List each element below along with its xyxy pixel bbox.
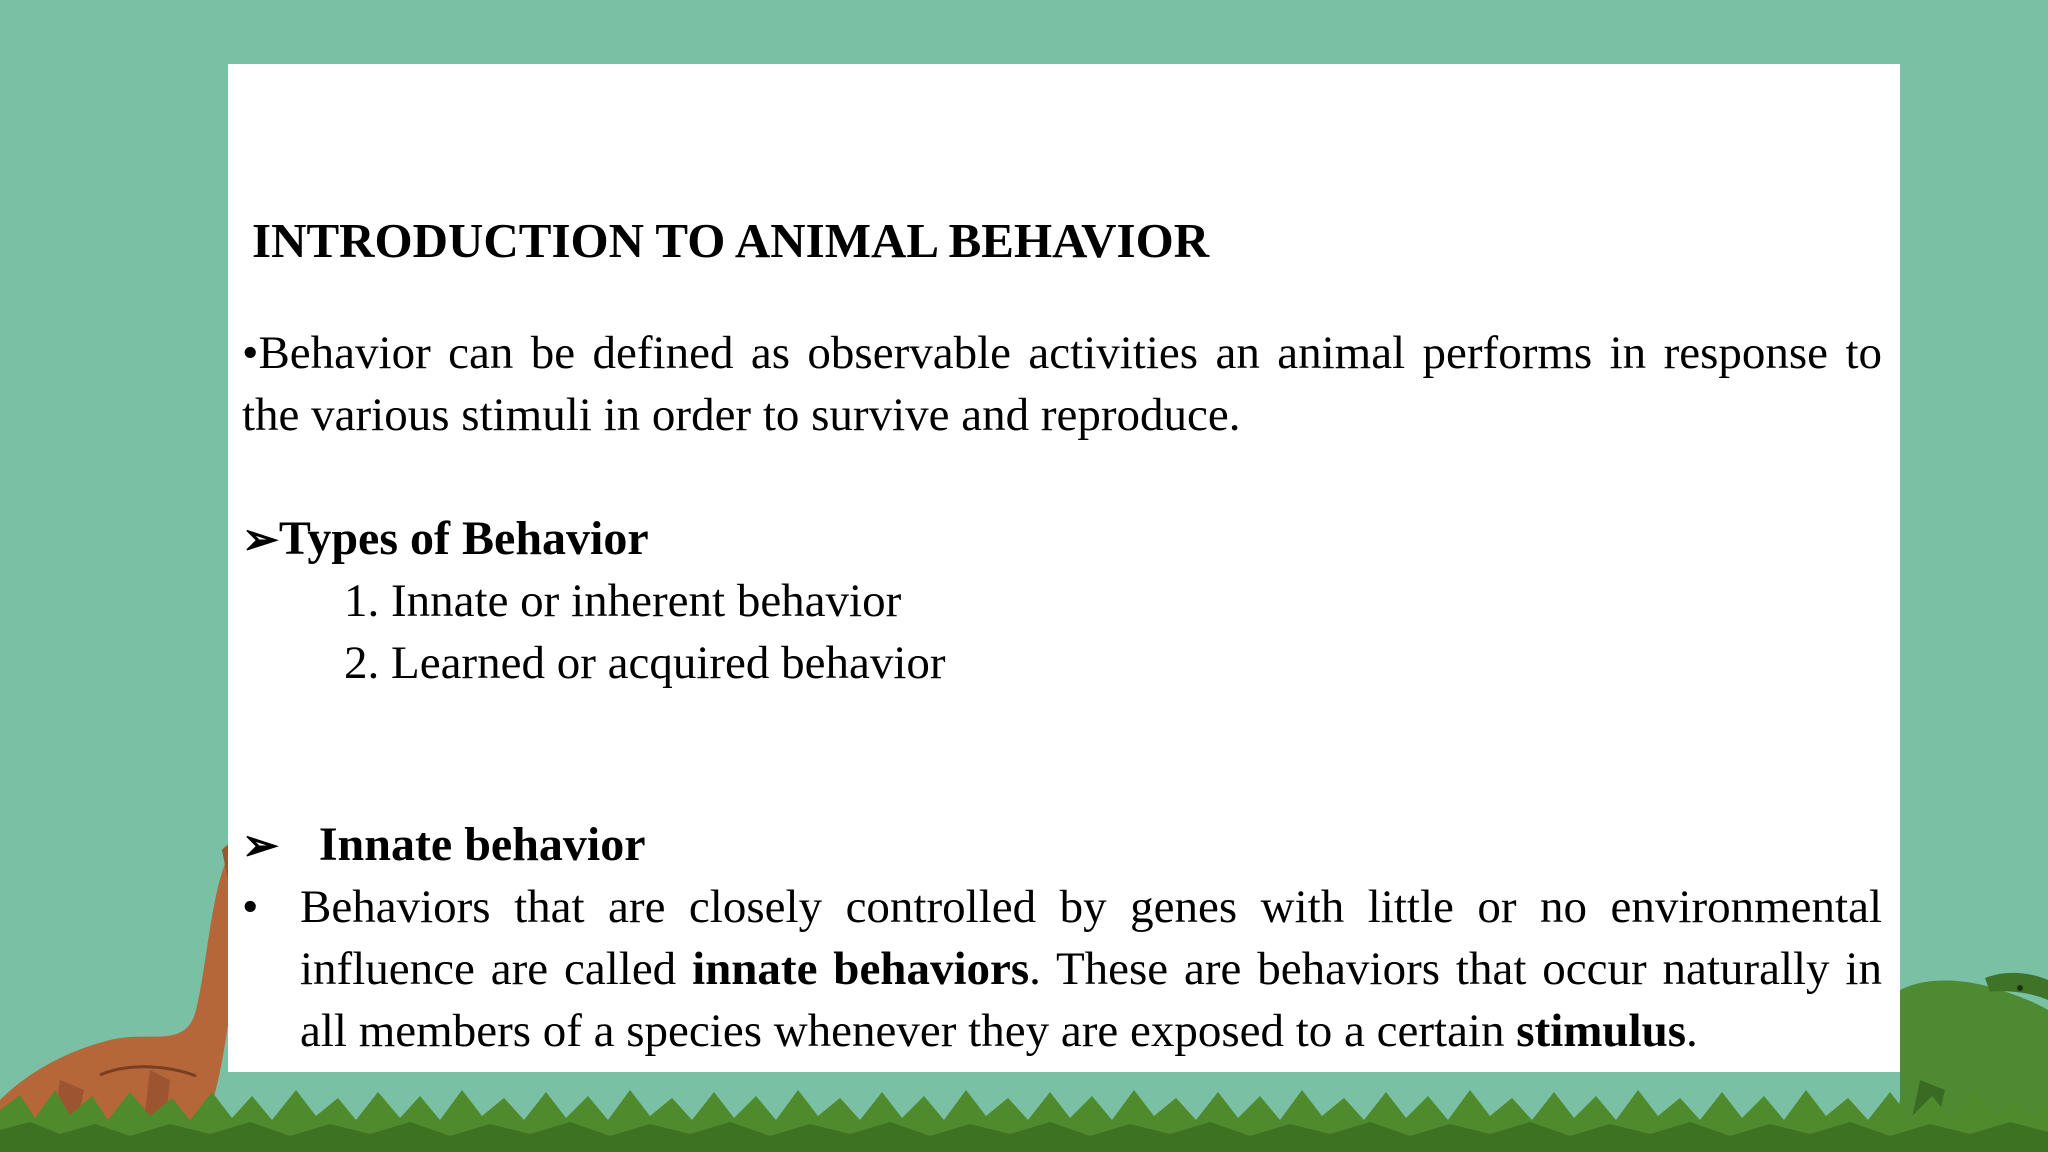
types-of-behavior-heading (242, 508, 649, 571)
innate-heading-label: Innate behavior (318, 818, 646, 871)
list-item: 1. Innate or inherent behavior (344, 575, 902, 627)
grass-strip (0, 1090, 2048, 1152)
slide-title: INTRODUCTION TO ANIMAL BEHAVIOR (252, 213, 1210, 268)
description-text: . (1686, 1005, 1698, 1057)
arrow-bullet-icon: ➢ (242, 515, 279, 564)
description-text: . These are behaviors that occur naturally in all members of a species whenever they are exposed to a certain (300, 943, 1882, 1057)
description-text: Behaviors that are closely controlled by genes with little or no environmental influence are called (300, 881, 1882, 995)
bullet-icon: • (242, 881, 259, 933)
arrow-bullet-icon: ➢ (242, 821, 279, 870)
innate-behavior-heading (242, 814, 646, 877)
innate-behavior-description (300, 876, 1882, 1062)
term-stimulus: stimulus (1516, 1005, 1687, 1057)
types-heading-label: Types of Behavior (278, 512, 649, 565)
term-innate-behaviors: innate behaviors (692, 943, 1030, 995)
list-item: 2. Learned or acquired behavior (344, 637, 946, 689)
behavior-definition: •Behavior can be defined as observable activities an animal performs in response to the various stimuli in order to survive and reproduce. (242, 327, 1882, 441)
content-card (228, 64, 1900, 1072)
types-list (344, 570, 946, 694)
